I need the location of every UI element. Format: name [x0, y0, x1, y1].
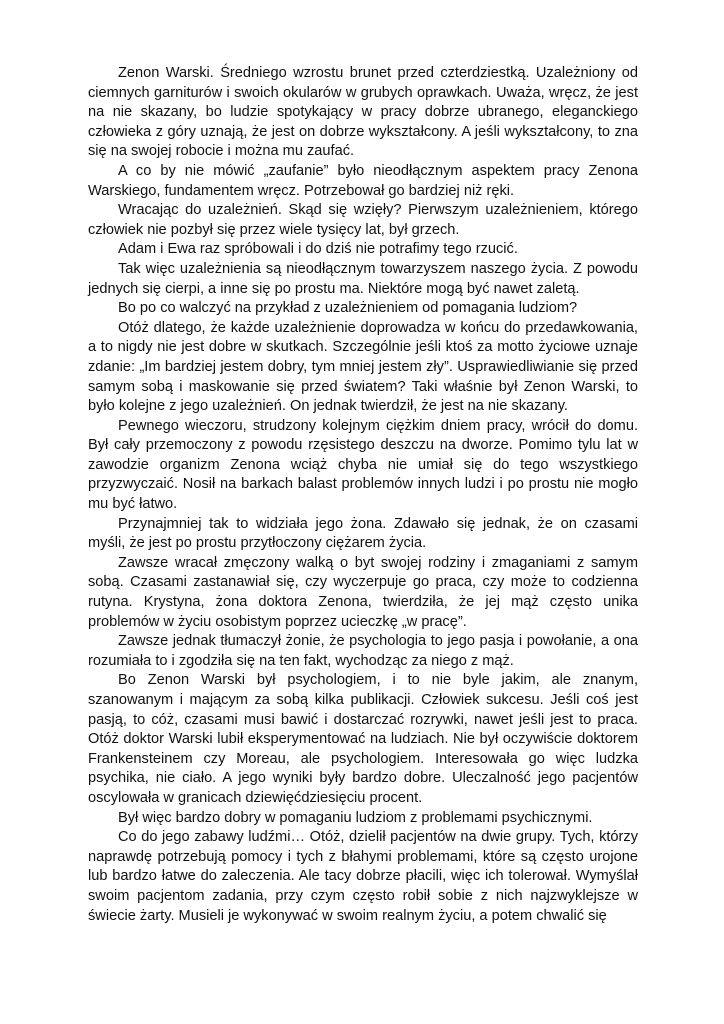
paragraph: Przynajmniej tak to widziała jego żona. Zdawało się jednak, że on czasami myśli, że jest po prostu przytłoczony ciężarem życia. — [88, 515, 638, 552]
paragraph: Pewnego wieczoru, strudzony kolejnym ciężkim dniem pracy, wrócił do domu. Był cały przemoczony z powodu rzęsistego deszczu na dworze. Pomimo tylu lat w zawodzie organizm Zenona wciąż chyba nie umiał się do tego wszystkiego przyzwyczaić. Nosił na barkach balast problemów innych ludzi i po prostu nie mogło mu być łatwo. — [88, 417, 638, 513]
document-page — [88, 64, 638, 926]
paragraph: A co by nie mówić „zaufanie” było nieodłącznym aspektem pracy Zenona Warskiego, fundamentem wręcz. Potrzebował go bardziej niż ręki. — [88, 162, 638, 199]
paragraph: Adam i Ewa raz spróbowali i do dziś nie potrafimy tego rzucić. — [118, 241, 518, 258]
paragraph: Wracając do uzależnień. Skąd się wzięły? Pierwszym uzależnieniem, którego człowiek nie pozbył się przez wiele tysięcy lat, był grzech. — [88, 202, 638, 238]
paragraph: Bo po co walczyć na przykład z uzależnieniem od pomagania ludziom? — [118, 300, 578, 317]
paragraph: Bo Zenon Warski był psychologiem, i to nie byle jakim, ale znanym, szanowanym i mającym za sobą kilka publikacji. Człowiek sukcesu. Jeśli coś jest pasją, to cóż, czasami musi bawić i dostarczać rozrywki, nawet jeśli jest to praca. Otóż doktor Warski lubił eksperymentować na ludziach. Nie był oczywiście doktorem Frankensteinem czy Moreau, ale psychologiem. Interesowała go więc ludzka psychika, nie ciało. A jego wyniki były bardzo dobre. Uleczalność jego pacjentów oscylowała w granicach dziewięćdziesięciu procent. — [88, 672, 638, 806]
paragraph: Otóż dlatego, że każde uzależnienie doprowadza w końcu do przedawkowania, a to nigdy nie jest dobre w skutkach. Szczególnie jeśli ktoś za motto życiowe uznaje zdanie: „Im bardziej jestem dobry, tym mniej jestem zły”. Usprawiedliwianie się przed samym sobą i maskowanie się przed światem? Taki właśnie był Zenon Warski, to było kolejne z jego uzależnień. On jednak twierdził, że jest na nie skazany. — [88, 319, 638, 415]
paragraph: Był więc bardzo dobry w pomaganiu ludziom z problemami psychicznymi. — [118, 809, 593, 826]
paragraph: Tak więc uzależnienia są nieodłącznym towarzyszem naszego życia. Z powodu jednych się cierpi, a inne się po prostu ma. Niektóre mogą być nawet zaletą. — [88, 260, 638, 297]
paragraph: Co do jego zabawy ludźmi… Otóż, dzielił pacjentów na dwie grupy. Tych, którzy naprawdę potrzebują pomocy i tych z błahymi problemami, które są często urojone lub bardzo łatwe do zaleczenia. Ale tacy dobrze płacili, więc ich tolerował. Wymyślał swoim pacjentom zadania, przy czym często robił sobie z nich najzwyklejsze w świecie żarty. Musieli je wykonywać w swoim realnym życiu, a potem chwalić się — [88, 829, 638, 924]
paragraph: Zenon Warski. Średniego wzrostu brunet przed czterdziestką. Uzależniony od ciemnych garniturów i swoich okularów w grubych oprawkach. Uważa, wręcz, że jest na nie skazany, bo ludzie spotykający w pracy dobrze ubranego, eleganckiego człowieka z góry uznają, że jest on dobrze wykształcony. A jeśli wykształcony, to zna się na swojej robocie i można mu zaufać. — [88, 65, 638, 160]
paragraph: Zawsze jednak tłumaczył żonie, że psychologia to jego pasja i powołanie, a ona rozumiała to i zgodziła się na ten fakt, wychodząc za niego z mąż. — [88, 633, 638, 669]
paragraph: Zawsze wracał zmęczony walką o byt swojej rodziny i zmaganiami z samym sobą. Czasami zastanawiał się, czy wyczerpuje go praca, czy może to codzienna rutyna. Krystyna, żona doktora Zenona, twierdziła, że jej mąż często unika problemów w życiu osobistym poprzez ucieczkę „w pracę”. — [88, 554, 638, 630]
